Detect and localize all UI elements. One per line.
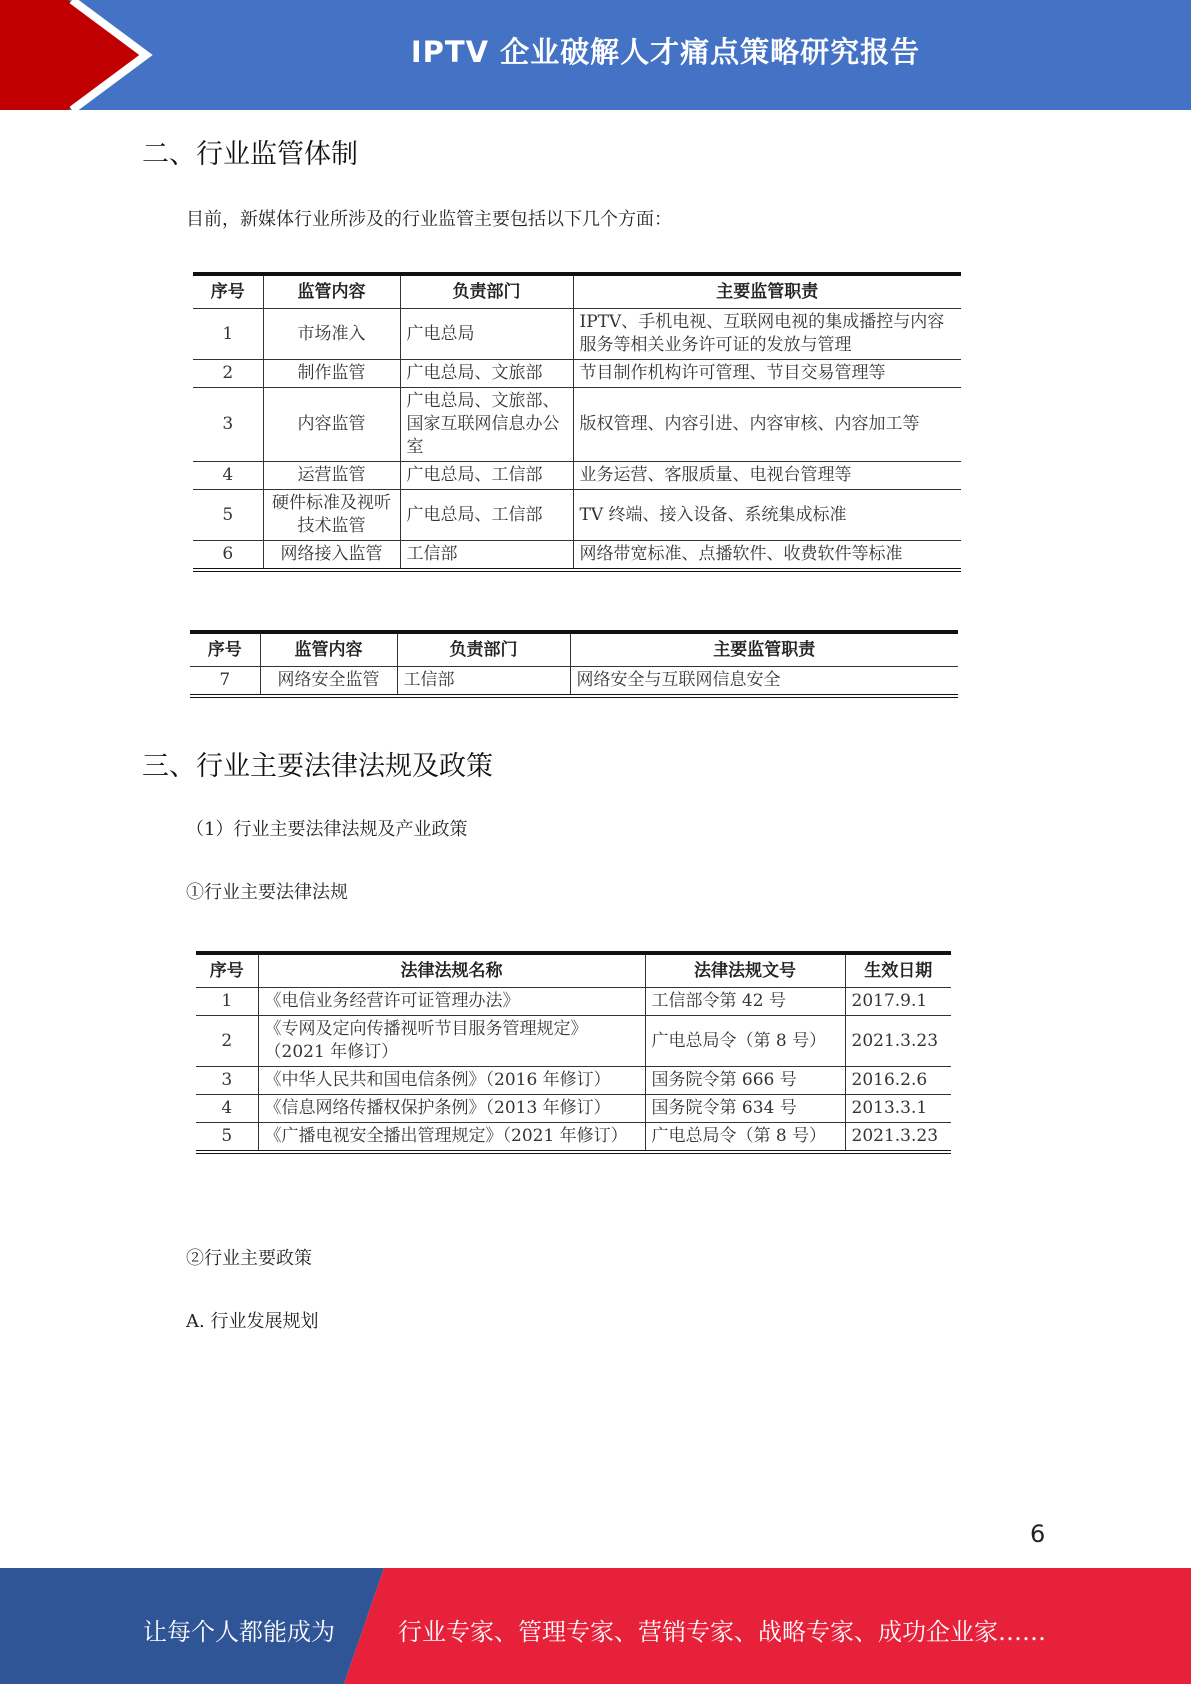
column-header: 序号 (196, 953, 258, 988)
cell-index: 3 (196, 1067, 258, 1095)
column-header: 序号 (190, 632, 260, 667)
footer-slogan-right: 行业专家、管理专家、营销专家、战略专家、成功企业家…… (398, 1618, 1046, 1646)
cell-law-number: 广电总局令（第 8 号） (645, 1016, 845, 1067)
cell-index: 5 (196, 1123, 258, 1153)
table-row (196, 1095, 951, 1123)
cell-law-name: 《广播电视安全播出管理规定》（2021 年修订） (258, 1123, 645, 1153)
table-row (190, 667, 958, 697)
table-row (193, 462, 961, 490)
page-header (0, 0, 1191, 110)
section-heading-regulation: 二、行业监管体制 (142, 139, 358, 170)
cell-content: 网络接入监管 (263, 541, 400, 571)
cell-law-number: 国务院令第 634 号 (645, 1095, 845, 1123)
cell-department: 工信部 (397, 667, 570, 697)
laws-subheading-4: A. 行业发展规划 (186, 1311, 319, 1332)
cell-content: 市场准入 (263, 309, 400, 360)
column-header: 法律法规文号 (645, 953, 845, 988)
table-row (193, 490, 961, 541)
table-row (196, 1016, 951, 1067)
cell-index: 3 (193, 388, 263, 462)
cell-effective-date: 2013.3.1 (845, 1095, 951, 1123)
cell-law-number: 工信部令第 42 号 (645, 988, 845, 1016)
cell-department: 广电总局、工信部 (400, 462, 573, 490)
cell-duty: 网络带宽标准、点播软件、收费软件等标准 (573, 541, 961, 571)
table-row (193, 541, 961, 571)
cell-index: 1 (193, 309, 263, 360)
cell-index: 2 (193, 360, 263, 388)
regulation-table (193, 272, 961, 572)
column-header: 主要监管职责 (570, 632, 958, 667)
footer-slogan-left: 让每个人都能成为 (143, 1618, 335, 1646)
column-header: 主要监管职责 (573, 274, 961, 309)
cell-department: 广电总局 (400, 309, 573, 360)
table-row (196, 1123, 951, 1153)
regulation-table-continued (190, 630, 958, 698)
cell-index: 5 (193, 490, 263, 541)
cell-content: 硬件标准及视听技术监管 (263, 490, 400, 541)
page-number: 6 (1030, 1520, 1046, 1548)
cell-index: 6 (193, 541, 263, 571)
cell-law-number: 广电总局令（第 8 号） (645, 1123, 845, 1153)
table-row (193, 309, 961, 360)
table-header-row (190, 632, 958, 667)
section-heading-laws: 三、行业主要法律法规及政策 (142, 751, 493, 782)
page-footer (0, 1568, 1191, 1684)
report-title: IPTV 企业破解人才痛点策略研究报告 (410, 35, 921, 69)
column-header: 负责部门 (397, 632, 570, 667)
column-header: 法律法规名称 (258, 953, 645, 988)
cell-content: 内容监管 (263, 388, 400, 462)
regulation-intro: 目前，新媒体行业所涉及的行业监管主要包括以下几个方面： (186, 209, 672, 230)
cell-law-name: 《电信业务经营许可证管理办法》 (258, 988, 645, 1016)
column-header: 监管内容 (263, 274, 400, 309)
laws-subheading-1: （1）行业主要法律法规及产业政策 (186, 819, 468, 840)
table-row (196, 1067, 951, 1095)
laws-subheading-2: ①行业主要法律法规 (186, 882, 348, 903)
cell-duty: IPTV、手机电视、互联网电视的集成播控与内容服务等相关业务许可证的发放与管理 (573, 309, 961, 360)
column-header: 负责部门 (400, 274, 573, 309)
cell-department: 广电总局、文旅部 (400, 360, 573, 388)
cell-duty: TV 终端、接入设备、系统集成标准 (573, 490, 961, 541)
cell-index: 2 (196, 1016, 258, 1067)
table-row (196, 988, 951, 1016)
cell-index: 7 (190, 667, 260, 697)
cell-law-name: 《专网及定向传播视听节目服务管理规定》（2021 年修订） (258, 1016, 645, 1067)
cell-effective-date: 2016.2.6 (845, 1067, 951, 1095)
cell-law-name: 《中华人民共和国电信条例》（2016 年修订） (258, 1067, 645, 1095)
cell-content: 运营监管 (263, 462, 400, 490)
cell-content: 网络安全监管 (260, 667, 397, 697)
cell-duty: 版权管理、内容引进、内容审核、内容加工等 (573, 388, 961, 462)
column-header: 监管内容 (260, 632, 397, 667)
table-header-row (196, 953, 951, 988)
laws-subheading-3: ②行业主要政策 (186, 1248, 312, 1269)
table-row (193, 388, 961, 462)
cell-duty: 业务运营、客服质量、电视台管理等 (573, 462, 961, 490)
cell-department: 广电总局、文旅部、国家互联网信息办公室 (400, 388, 573, 462)
cell-duty: 网络安全与互联网信息安全 (570, 667, 958, 697)
cell-effective-date: 2017.9.1 (845, 988, 951, 1016)
cell-index: 4 (193, 462, 263, 490)
cell-department: 工信部 (400, 541, 573, 571)
column-header: 生效日期 (845, 953, 951, 988)
column-header: 序号 (193, 274, 263, 309)
cell-department: 广电总局、工信部 (400, 490, 573, 541)
cell-index: 1 (196, 988, 258, 1016)
cell-duty: 节目制作机构许可管理、节目交易管理等 (573, 360, 961, 388)
table-row (193, 360, 961, 388)
cell-effective-date: 2021.3.23 (845, 1016, 951, 1067)
cell-effective-date: 2021.3.23 (845, 1123, 951, 1153)
table-header-row (193, 274, 961, 309)
cell-index: 4 (196, 1095, 258, 1123)
laws-table (196, 951, 951, 1154)
cell-law-number: 国务院令第 666 号 (645, 1067, 845, 1095)
cell-law-name: 《信息网络传播权保护条例》（2013 年修订） (258, 1095, 645, 1123)
cell-content: 制作监管 (263, 360, 400, 388)
